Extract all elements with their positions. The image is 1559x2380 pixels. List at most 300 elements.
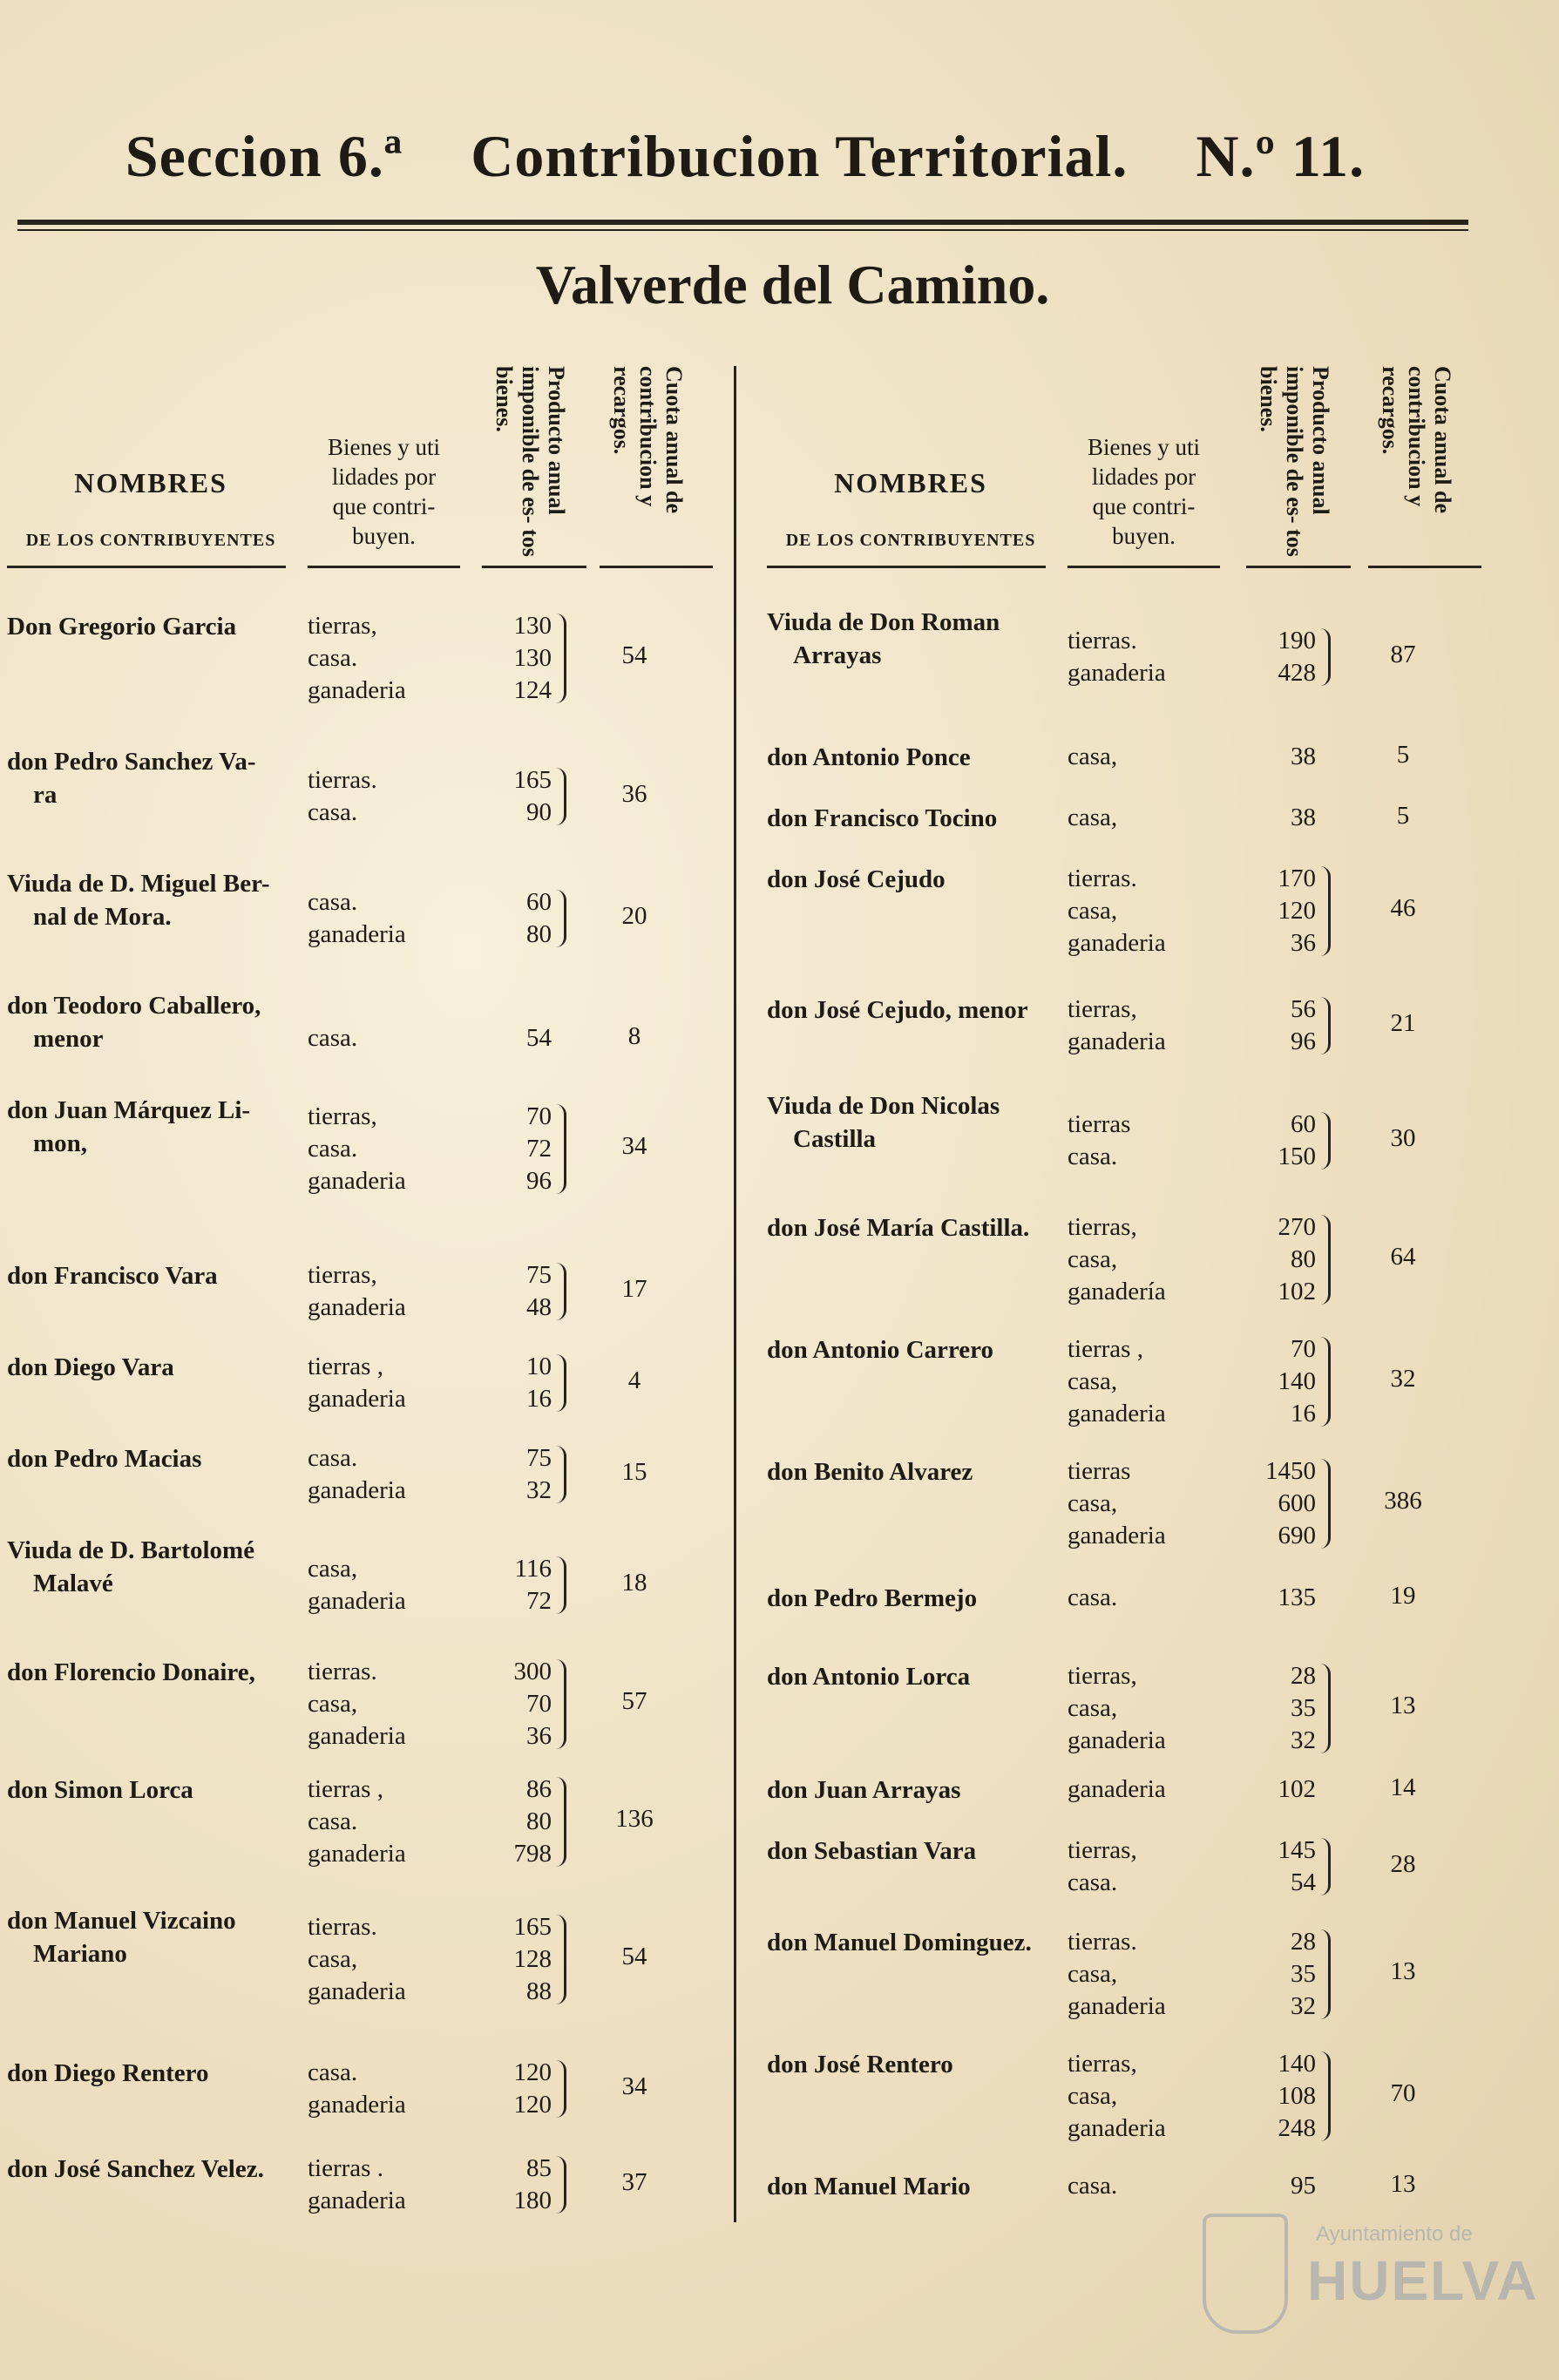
header-names-line1: NOMBRES bbox=[74, 467, 227, 498]
property-list bbox=[1068, 2170, 1377, 2202]
contributor-name bbox=[767, 1660, 970, 1693]
contributor-name-line1: don Sebastian Vara bbox=[767, 1837, 977, 1865]
property-value: 86 bbox=[526, 1775, 552, 1803]
contributor-name bbox=[7, 1442, 201, 1475]
header-bienes-line: buyen. bbox=[352, 523, 416, 549]
property-type: tierras , bbox=[1068, 1335, 1143, 1363]
watermark-logo bbox=[1185, 2205, 1539, 2353]
property-type: casa. bbox=[308, 888, 358, 916]
property-type: tierras, bbox=[1068, 995, 1137, 1023]
property-type: tierras . bbox=[308, 2154, 383, 2182]
contributor-name-line1: don Florencio Donaire, bbox=[7, 1658, 255, 1686]
contributor-name bbox=[7, 610, 236, 643]
brace bbox=[555, 1104, 566, 1194]
property-type: tierras bbox=[1068, 1457, 1131, 1485]
brace bbox=[555, 2156, 566, 2214]
contributor-name-line2: nal de Mora. bbox=[33, 903, 172, 931]
property-type: casa. bbox=[308, 798, 358, 826]
property-type: ganaderia bbox=[308, 676, 406, 704]
property-type: tierras, bbox=[1068, 1213, 1137, 1241]
contributor-name bbox=[7, 1656, 255, 1689]
annual-quota: 70 bbox=[1390, 2079, 1416, 2107]
property-type: casa, bbox=[1068, 1694, 1118, 1722]
brace bbox=[555, 1556, 566, 1614]
property-value: 35 bbox=[1291, 1960, 1316, 1988]
property-type: casa, bbox=[1068, 2082, 1118, 2110]
annual-quota: 87 bbox=[1390, 641, 1416, 668]
contributor-name-line1: don Juan Arrayas bbox=[767, 1776, 961, 1804]
contributor-name-line2: Castilla bbox=[793, 1125, 877, 1153]
contributor-name-line2: Arrayas bbox=[793, 641, 882, 669]
contributor-name-line2: Mariano bbox=[33, 1940, 127, 1968]
brace bbox=[1319, 1459, 1331, 1549]
brace bbox=[1319, 628, 1331, 686]
contributor-name-line1: don Diego Vara bbox=[7, 1353, 174, 1381]
property-type: ganaderia bbox=[308, 1977, 406, 2005]
coat-of-arms-icon bbox=[1203, 2214, 1288, 2334]
contributor-name bbox=[767, 1582, 977, 1615]
property-value: 70 bbox=[526, 1690, 552, 1718]
contributor-name-line1: don Pedro Bermejo bbox=[767, 1584, 978, 1612]
annual-quota: 5 bbox=[1396, 741, 1410, 769]
contributor-name-line1: don Antonio Lorca bbox=[767, 1663, 971, 1691]
header-rule bbox=[1068, 566, 1220, 568]
annual-quota: 14 bbox=[1390, 1773, 1416, 1801]
property-value: 130 bbox=[513, 612, 552, 640]
property-value: 80 bbox=[526, 920, 552, 948]
contributor-name-line1: don Pedro Macias bbox=[7, 1445, 202, 1473]
annual-quota: 54 bbox=[621, 641, 647, 669]
brace bbox=[555, 2060, 566, 2118]
header-bienes-line: buyen. bbox=[1112, 523, 1176, 549]
header-names-line2: DE LOS CONTRIBUYENTES bbox=[785, 531, 1036, 550]
contributor-name-line1: don Juan Márquez Li- bbox=[7, 1096, 251, 1124]
property-value: 600 bbox=[1278, 1489, 1316, 1517]
property-type: casa. bbox=[308, 644, 358, 672]
property-value: 16 bbox=[1291, 1400, 1316, 1427]
property-type: tierras, bbox=[308, 1261, 377, 1289]
property-type: casa. bbox=[1068, 1868, 1118, 1896]
contributor-name-line1: don Diego Rentero bbox=[7, 2059, 209, 2087]
table-header bbox=[7, 349, 722, 575]
property-value: 88 bbox=[526, 1977, 552, 2005]
contributor-name-line2: menor bbox=[33, 1025, 104, 1053]
header-names-line1: NOMBRES bbox=[834, 467, 987, 498]
contributor-name bbox=[767, 802, 997, 835]
annual-quota: 36 bbox=[621, 780, 647, 808]
brace bbox=[1319, 997, 1331, 1054]
property-item bbox=[1068, 741, 1377, 773]
page-header bbox=[17, 122, 1473, 191]
contributor-name-line1: don José María Castilla. bbox=[767, 1214, 1030, 1242]
property-value: 690 bbox=[1278, 1522, 1316, 1549]
property-value: 124 bbox=[513, 676, 552, 704]
contributor-name bbox=[767, 1089, 1000, 1156]
header-producto: Producto anual imponible de es- tos bienes. bbox=[491, 366, 569, 557]
contributor-name-line1: don José Sanchez Velez. bbox=[7, 2155, 264, 2183]
header-rule bbox=[1368, 566, 1481, 568]
property-value: 170 bbox=[1278, 865, 1316, 892]
annual-quota: 8 bbox=[627, 1022, 641, 1050]
brace bbox=[1319, 1337, 1331, 1427]
property-value: 36 bbox=[1291, 929, 1316, 957]
annual-quota: 20 bbox=[621, 902, 647, 930]
contributor-name-line1: Viuda de Don Roman bbox=[767, 608, 1000, 636]
property-value: 28 bbox=[1291, 1928, 1316, 1956]
contributor-name bbox=[767, 1834, 976, 1868]
property-type: casa, bbox=[308, 1555, 358, 1583]
property-value: 135 bbox=[1278, 1583, 1316, 1611]
property-value: 90 bbox=[526, 798, 552, 826]
header-cuota: Cuota anual de contribucion y recargos. bbox=[609, 366, 687, 514]
property-type: ganaderia bbox=[1068, 1992, 1166, 2020]
property-type: casa. bbox=[308, 1135, 358, 1163]
contributor-name bbox=[7, 745, 255, 811]
property-value: 300 bbox=[513, 1658, 552, 1685]
contributor-name bbox=[7, 1094, 250, 1160]
property-type: tierras. bbox=[308, 1658, 377, 1685]
property-value: 72 bbox=[526, 1587, 552, 1615]
property-value: 428 bbox=[1278, 659, 1316, 687]
property-value: 120 bbox=[1278, 897, 1316, 925]
property-item bbox=[1068, 1582, 1377, 1614]
contributor-name bbox=[7, 2057, 208, 2090]
property-type: tierras. bbox=[1068, 627, 1137, 654]
brace bbox=[1319, 1215, 1331, 1305]
contributor-name-line1: don Antonio Ponce bbox=[767, 743, 971, 771]
property-type: casa, bbox=[308, 1945, 358, 1973]
contributor-name-line2: Malavé bbox=[33, 1570, 113, 1597]
contributor-name-line1: Viuda de Don Nicolas bbox=[767, 1092, 1000, 1120]
contributor-name bbox=[767, 1211, 1029, 1244]
annual-quota: 54 bbox=[621, 1943, 647, 1970]
property-value: 80 bbox=[1291, 1245, 1316, 1273]
header-rule bbox=[7, 566, 286, 568]
property-type: casa. bbox=[308, 1807, 358, 1835]
property-list bbox=[1068, 741, 1377, 773]
property-value: 798 bbox=[513, 1840, 552, 1868]
brace bbox=[555, 1777, 566, 1867]
property-type: casa. bbox=[1068, 1143, 1118, 1170]
header-names-line2: DE LOS CONTRIBUYENTES bbox=[25, 531, 276, 550]
property-value: 180 bbox=[513, 2187, 552, 2214]
property-value: 140 bbox=[1278, 2050, 1316, 2078]
property-type: ganaderia bbox=[308, 1840, 406, 1868]
contributor-name bbox=[7, 867, 270, 933]
property-value: 120 bbox=[513, 2058, 552, 2086]
property-type: ganaderia bbox=[1068, 659, 1166, 687]
property-value: 95 bbox=[1291, 2172, 1316, 2200]
property-list bbox=[1068, 1582, 1377, 1614]
property-value: 85 bbox=[526, 2154, 552, 2182]
brace bbox=[1319, 1929, 1331, 2019]
annual-quota: 28 bbox=[1390, 1850, 1416, 1878]
contributor-name-line1: don José Cejudo, menor bbox=[767, 996, 1028, 1024]
property-value: 140 bbox=[1278, 1367, 1316, 1395]
contributor-name bbox=[767, 2048, 953, 2081]
annual-quota: 17 bbox=[621, 1275, 647, 1303]
brace bbox=[555, 614, 566, 703]
contributor-name-line1: don Teodoro Caballero, bbox=[7, 992, 261, 1020]
property-value: 128 bbox=[513, 1945, 552, 1973]
annual-quota: 136 bbox=[615, 1805, 654, 1833]
property-item bbox=[1068, 2170, 1377, 2202]
header-rule bbox=[308, 566, 460, 568]
header-bienes bbox=[1068, 432, 1220, 551]
contributor-name bbox=[7, 1773, 193, 1807]
contributor-name-line2: mon, bbox=[33, 1129, 88, 1157]
annual-quota: 15 bbox=[621, 1458, 647, 1486]
property-value: 145 bbox=[1278, 1836, 1316, 1864]
property-type: ganaderia bbox=[1068, 929, 1166, 957]
contributor-name bbox=[7, 989, 261, 1055]
property-value: 48 bbox=[526, 1293, 552, 1321]
contributor-name-line1: don Francisco Vara bbox=[7, 1262, 218, 1290]
contributor-name-line1: don Francisco Tocino bbox=[767, 804, 998, 832]
property-type: ganaderia bbox=[308, 2187, 406, 2214]
brace bbox=[1319, 1838, 1331, 1895]
contributor-name-line1: don Manuel Dominguez. bbox=[767, 1929, 1032, 1956]
property-value: 70 bbox=[526, 1102, 552, 1130]
property-type: ganaderia bbox=[1068, 1027, 1166, 1055]
property-value: 54 bbox=[1291, 1868, 1316, 1896]
brace bbox=[555, 1446, 566, 1503]
contributor-name bbox=[7, 1259, 218, 1292]
contributor-name-line1: don Pedro Sanchez Va- bbox=[7, 748, 256, 776]
property-type: ganaderia bbox=[308, 1722, 406, 1750]
brace bbox=[555, 1915, 566, 2004]
header-rule bbox=[482, 566, 586, 568]
property-type: casa. bbox=[308, 1444, 358, 1472]
property-value: 96 bbox=[1291, 1027, 1316, 1055]
property-value: 150 bbox=[1278, 1143, 1316, 1170]
property-value: 102 bbox=[1278, 1278, 1316, 1305]
property-type: tierras. bbox=[1068, 865, 1137, 892]
table-header bbox=[767, 349, 1481, 575]
watermark-line2: HUELVA bbox=[1307, 2249, 1539, 2312]
property-value: 1450 bbox=[1265, 1457, 1316, 1485]
brace bbox=[1319, 1664, 1331, 1753]
contributor-name bbox=[767, 993, 1028, 1027]
property-value: 116 bbox=[514, 1555, 552, 1583]
brace bbox=[555, 768, 566, 825]
property-value: 165 bbox=[513, 1913, 552, 1941]
property-type: casa, bbox=[1068, 1960, 1118, 1988]
property-type: casa, bbox=[1068, 804, 1118, 831]
header-rule bbox=[600, 566, 713, 568]
property-type: casa, bbox=[308, 1690, 358, 1718]
property-item bbox=[1068, 802, 1377, 834]
property-type: ganaderia bbox=[308, 1476, 406, 1504]
property-type: casa. bbox=[1068, 1583, 1118, 1611]
annual-quota: 37 bbox=[621, 2168, 647, 2196]
header-rule-thin bbox=[17, 229, 1468, 231]
property-value: 190 bbox=[1278, 627, 1316, 654]
header-bienes-line: que contri- bbox=[332, 493, 436, 519]
property-value: 38 bbox=[1291, 742, 1316, 770]
property-type: tierras, bbox=[1068, 1836, 1137, 1864]
property-value: 35 bbox=[1291, 1694, 1316, 1722]
contributor-name-line1: Viuda de D. Bartolomé bbox=[7, 1536, 255, 1564]
property-type: casa. bbox=[308, 1024, 358, 1052]
property-value: 80 bbox=[526, 1807, 552, 1835]
property-type: casa, bbox=[1068, 1489, 1118, 1517]
property-value: 75 bbox=[526, 1261, 552, 1289]
property-type: ganaderia bbox=[1068, 1775, 1166, 1803]
annual-quota: 19 bbox=[1390, 1582, 1416, 1610]
brace bbox=[1319, 1112, 1331, 1170]
property-list bbox=[1068, 1773, 1377, 1806]
property-type: tierras, bbox=[308, 612, 377, 640]
property-type: casa, bbox=[1068, 1367, 1118, 1395]
contributor-name-line1: don José Cejudo bbox=[767, 865, 946, 893]
annual-quota: 34 bbox=[621, 1132, 647, 1160]
property-value: 28 bbox=[1291, 1662, 1316, 1690]
property-value: 10 bbox=[526, 1353, 552, 1380]
property-value: 102 bbox=[1278, 1775, 1316, 1803]
annual-quota: 13 bbox=[1390, 2170, 1416, 2198]
header-rule bbox=[1246, 566, 1351, 568]
property-type: ganaderia bbox=[308, 1587, 406, 1615]
property-type: ganaderia bbox=[308, 1293, 406, 1321]
contributor-name-line1: don Antonio Carrero bbox=[767, 1336, 993, 1364]
document-number: N.º 11. bbox=[1196, 123, 1366, 189]
contributor-name bbox=[767, 1333, 993, 1366]
property-value: 16 bbox=[526, 1385, 552, 1413]
property-type: tierras, bbox=[1068, 1662, 1137, 1690]
contributor-name bbox=[767, 1773, 960, 1807]
annual-quota: 13 bbox=[1390, 1692, 1416, 1719]
property-value: 248 bbox=[1278, 2114, 1316, 2142]
header-bienes-line: que contri- bbox=[1092, 493, 1196, 519]
property-type: ganaderia bbox=[1068, 1726, 1166, 1754]
brace bbox=[555, 890, 566, 947]
property-type: tierras. bbox=[308, 766, 377, 794]
property-type: ganaderia bbox=[1068, 1522, 1166, 1549]
property-value: 130 bbox=[513, 644, 552, 672]
header-producto: Producto anual imponible de es- tos bienes. bbox=[1256, 366, 1333, 557]
header-names bbox=[7, 467, 295, 551]
property-value: 32 bbox=[1291, 1726, 1316, 1754]
contributor-name bbox=[767, 863, 946, 896]
header-bienes bbox=[308, 432, 460, 551]
property-type: tierras, bbox=[1068, 2050, 1137, 2078]
property-value: 36 bbox=[526, 1722, 552, 1750]
brace bbox=[1319, 2051, 1331, 2141]
property-value: 75 bbox=[526, 1444, 552, 1472]
contributor-name bbox=[767, 2170, 971, 2203]
contributor-name-line1: don Manuel Mario bbox=[767, 2173, 971, 2200]
contributor-name bbox=[7, 1534, 254, 1600]
header-bienes-line: Bienes y uti bbox=[328, 434, 440, 460]
property-type: tierras, bbox=[308, 1102, 377, 1130]
column-divider bbox=[734, 366, 736, 2222]
property-value: 60 bbox=[1291, 1110, 1316, 1138]
header-cuota: Cuota anual de contribucion y recargos. bbox=[1378, 366, 1455, 514]
property-type: ganaderia bbox=[1068, 1400, 1166, 1427]
left-column bbox=[7, 349, 722, 2214]
property-type: tierras , bbox=[308, 1353, 383, 1380]
property-value: 165 bbox=[513, 766, 552, 794]
watermark-line1: Ayuntamiento de bbox=[1316, 2222, 1473, 2246]
brace bbox=[1319, 866, 1331, 956]
property-list bbox=[308, 1022, 608, 1054]
property-type: tierras. bbox=[308, 1913, 377, 1941]
annual-quota: 57 bbox=[621, 1687, 647, 1715]
property-item bbox=[1068, 1773, 1377, 1806]
property-value: 108 bbox=[1278, 2082, 1316, 2110]
annual-quota: 21 bbox=[1390, 1009, 1416, 1037]
contributor-name-line1: don José Rentero bbox=[767, 2051, 953, 2078]
property-type: ganaderia bbox=[308, 920, 406, 948]
annual-quota: 64 bbox=[1390, 1243, 1416, 1271]
property-type: ganadería bbox=[1068, 1278, 1166, 1305]
header-bienes-line: Bienes y uti bbox=[1088, 434, 1200, 460]
property-type: casa, bbox=[1068, 1245, 1118, 1273]
property-value: 96 bbox=[526, 1167, 552, 1195]
property-value: 270 bbox=[1278, 1213, 1316, 1241]
contributor-name-line1: don Benito Alvarez bbox=[767, 1458, 973, 1486]
annual-quota: 32 bbox=[1390, 1365, 1416, 1393]
property-value: 56 bbox=[1291, 995, 1316, 1023]
property-value: 54 bbox=[526, 1024, 552, 1052]
contributor-name bbox=[767, 1455, 973, 1488]
annual-quota: 18 bbox=[621, 1569, 647, 1597]
contributor-name bbox=[7, 2153, 264, 2186]
annual-quota: 30 bbox=[1390, 1124, 1416, 1152]
contributor-name-line1: don Manuel Vizcaino bbox=[7, 1907, 236, 1935]
property-type: casa. bbox=[308, 2058, 358, 2086]
property-value: 38 bbox=[1291, 804, 1316, 831]
property-type: casa, bbox=[1068, 742, 1118, 770]
annual-quota: 13 bbox=[1390, 1957, 1416, 1985]
section-label: Seccion 6.ª bbox=[125, 123, 403, 189]
document-title: Contribucion Territorial. bbox=[471, 123, 1129, 189]
property-value: 32 bbox=[1291, 1992, 1316, 2020]
annual-quota: 386 bbox=[1384, 1487, 1422, 1515]
property-type: tierras , bbox=[308, 1775, 383, 1803]
property-value: 120 bbox=[513, 2091, 552, 2119]
right-column bbox=[767, 349, 1481, 2200]
town-title: Valverde del Camino. bbox=[535, 254, 1050, 315]
contributor-name bbox=[767, 606, 1000, 672]
contributor-name-line1: Don Gregorio Garcia bbox=[7, 613, 237, 641]
property-value: 72 bbox=[526, 1135, 552, 1163]
header-rule bbox=[17, 220, 1468, 225]
property-list bbox=[1068, 802, 1377, 834]
property-type: casa. bbox=[1068, 2172, 1118, 2200]
brace bbox=[555, 1659, 566, 1749]
header-names bbox=[767, 467, 1054, 551]
property-type: ganaderia bbox=[308, 1385, 406, 1413]
header-bienes-line: lidades por bbox=[331, 464, 437, 490]
contributor-name bbox=[7, 1351, 174, 1384]
annual-quota: 46 bbox=[1390, 894, 1416, 922]
property-type: ganaderia bbox=[308, 2091, 406, 2119]
header-rule bbox=[767, 566, 1046, 568]
property-type: tierras. bbox=[1068, 1928, 1137, 1956]
property-value: 70 bbox=[1291, 1335, 1316, 1363]
property-value: 32 bbox=[526, 1476, 552, 1504]
property-type: tierras bbox=[1068, 1110, 1131, 1138]
annual-quota: 5 bbox=[1396, 802, 1410, 830]
brace bbox=[555, 1263, 566, 1320]
brace bbox=[555, 1354, 566, 1412]
contributor-name-line2: ra bbox=[33, 781, 58, 809]
annual-quota: 34 bbox=[621, 2072, 647, 2100]
property-item bbox=[308, 1022, 608, 1054]
contributor-name-line1: don Simon Lorca bbox=[7, 1776, 193, 1804]
